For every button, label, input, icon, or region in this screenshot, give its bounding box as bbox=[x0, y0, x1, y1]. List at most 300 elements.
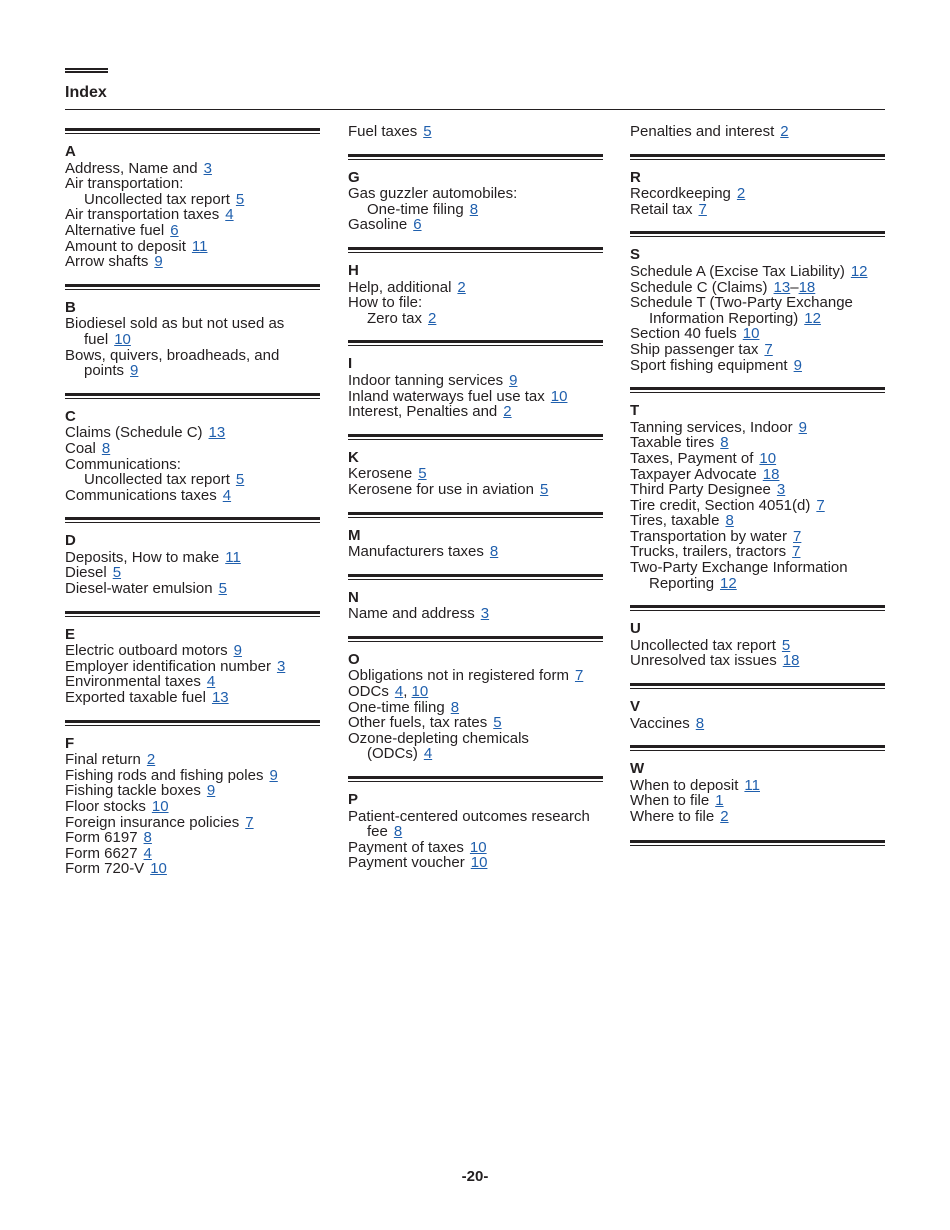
index-entry bbox=[630, 498, 885, 514]
page-link[interactable]: 2 bbox=[720, 808, 729, 825]
index-entry bbox=[630, 778, 885, 794]
index-section-continued bbox=[630, 124, 885, 140]
page-link[interactable]: 10 bbox=[550, 387, 568, 405]
page-link[interactable]: 10 bbox=[470, 854, 488, 872]
section-divider bbox=[348, 574, 603, 580]
index-section-v bbox=[630, 669, 885, 731]
index-entry bbox=[348, 482, 603, 498]
entry-label: Amount to deposit bbox=[65, 237, 186, 255]
index-entry bbox=[65, 488, 320, 504]
page-link[interactable]: 5 bbox=[539, 480, 549, 498]
page-link[interactable]: 8 bbox=[450, 698, 460, 716]
entry-label: Exported taxable fuel bbox=[65, 689, 206, 707]
entry-label: Patient-centered outcomes research bbox=[348, 807, 590, 825]
index-entry bbox=[65, 550, 320, 566]
page-link[interactable]: 5 bbox=[493, 714, 502, 732]
index-entry bbox=[630, 716, 885, 732]
page-link[interactable]: 9 bbox=[798, 418, 807, 436]
page-link[interactable]: 8 bbox=[720, 434, 729, 452]
page-link[interactable]: 9 bbox=[154, 253, 163, 271]
index-entry bbox=[630, 638, 885, 654]
entry-label: Penalties and interest bbox=[630, 123, 775, 140]
header-rule bbox=[65, 68, 108, 73]
page-link[interactable]: 7 bbox=[793, 527, 802, 545]
page-link[interactable]: 4 bbox=[143, 844, 152, 862]
page-link[interactable]: 11 bbox=[191, 237, 208, 255]
entry-label: Indoor tanning services bbox=[348, 371, 504, 389]
index-entry bbox=[348, 373, 603, 389]
page-link[interactable]: 5 bbox=[235, 471, 245, 489]
entry-label: Environmental taxes bbox=[65, 673, 201, 691]
index-entry bbox=[630, 202, 885, 218]
section-divider bbox=[65, 720, 320, 726]
section-divider bbox=[630, 154, 885, 160]
index-section-c bbox=[65, 379, 320, 504]
page-link[interactable]: 9 bbox=[206, 782, 216, 800]
index-entry bbox=[65, 565, 320, 581]
page-link[interactable]: 10 bbox=[150, 860, 167, 878]
index-section-w bbox=[630, 731, 885, 824]
index-column-2 bbox=[348, 124, 603, 871]
page-number: -20- bbox=[461, 1168, 489, 1185]
index-entry bbox=[65, 674, 320, 690]
section-divider bbox=[630, 231, 885, 237]
entry-label: Uncollected tax report bbox=[84, 190, 230, 208]
index-subentry bbox=[348, 311, 603, 327]
page-link[interactable]: 18 bbox=[782, 652, 800, 670]
entry-label: Tire credit, Section 4051(d) bbox=[630, 496, 811, 514]
index-section-t bbox=[630, 373, 885, 591]
index-subentry bbox=[65, 363, 320, 379]
section-letter: W bbox=[630, 760, 645, 778]
entry-label: (ODCs) bbox=[367, 745, 418, 763]
page-link[interactable]: 8 bbox=[469, 200, 479, 218]
page-link[interactable]: 9 bbox=[233, 642, 242, 660]
entry-label: When to file bbox=[630, 792, 710, 810]
index-section-continued bbox=[348, 124, 603, 140]
page-link[interactable]: 8 bbox=[143, 829, 152, 847]
section-letter: N bbox=[348, 588, 359, 606]
index-subentry bbox=[348, 824, 603, 840]
index-entry bbox=[65, 830, 320, 846]
index-section-r bbox=[630, 140, 885, 218]
index-entry bbox=[65, 457, 320, 473]
section-letter: T bbox=[630, 402, 640, 420]
page-link[interactable]: 12 bbox=[850, 262, 868, 280]
index-entry bbox=[630, 482, 885, 498]
page-link[interactable]: 1 bbox=[715, 792, 724, 810]
entry-label: Foreign insurance policies bbox=[65, 813, 240, 831]
index-entry bbox=[65, 581, 320, 597]
entry-label: Taxpayer Advocate bbox=[630, 465, 757, 483]
entry-label: Coal bbox=[65, 439, 96, 457]
entry-label: Form 720-V bbox=[65, 860, 145, 878]
page-link[interactable]: 4 bbox=[394, 683, 404, 701]
page-link[interactable]: 2 bbox=[457, 278, 466, 296]
index-entry bbox=[630, 544, 885, 560]
section-letter: K bbox=[348, 448, 359, 466]
index-entry bbox=[65, 254, 320, 270]
index-entry bbox=[348, 606, 603, 622]
section-letter: D bbox=[65, 532, 76, 550]
index-entry bbox=[630, 467, 885, 483]
entry-label: Section 40 fuels bbox=[630, 325, 737, 343]
page-link[interactable]: 10 bbox=[742, 325, 760, 343]
entry-label: Unresolved tax issues bbox=[630, 652, 777, 670]
entry-label: Vaccines bbox=[630, 714, 690, 732]
entry-label: Claims (Schedule C) bbox=[65, 424, 203, 442]
page-link[interactable]: 3 bbox=[776, 481, 786, 499]
index-entry bbox=[348, 124, 603, 140]
page-link[interactable]: 2 bbox=[503, 403, 512, 421]
entry-label: Interest, Penalties and bbox=[348, 403, 498, 421]
section-divider bbox=[630, 387, 885, 393]
page-link[interactable]: 4 bbox=[206, 673, 216, 691]
entry-label: Information Reporting) bbox=[649, 309, 799, 327]
index-section-p bbox=[348, 762, 603, 871]
section-letter: A bbox=[65, 143, 76, 160]
page-link[interactable]: 5 bbox=[218, 580, 227, 598]
page-link[interactable]: 2 bbox=[736, 185, 746, 203]
entry-label: Payment of taxes bbox=[348, 838, 464, 856]
index-entry bbox=[348, 809, 603, 825]
page-link[interactable]: 2 bbox=[428, 309, 437, 327]
page-link[interactable]: 10 bbox=[151, 798, 169, 815]
index-entry bbox=[65, 768, 320, 784]
entry-label: Obligations not in registered form bbox=[348, 667, 569, 685]
index-entry bbox=[348, 295, 603, 311]
section-divider bbox=[348, 247, 603, 253]
index-entry bbox=[630, 420, 885, 436]
page-link[interactable]: 9 bbox=[793, 356, 802, 374]
index-section-e bbox=[65, 597, 320, 706]
section-divider bbox=[348, 776, 603, 782]
entry-label: Arrow shafts bbox=[65, 253, 149, 271]
entry-label: points bbox=[84, 362, 125, 380]
index-entry bbox=[630, 186, 885, 202]
index-section-i bbox=[348, 326, 603, 419]
page-link[interactable]: 7 bbox=[816, 496, 825, 514]
index-entry bbox=[348, 389, 603, 405]
index-subentry bbox=[65, 472, 320, 488]
entry-label: Form 6197 bbox=[65, 829, 138, 847]
page-link[interactable]: 4 bbox=[222, 486, 232, 504]
entry-label: Schedule C (Claims) bbox=[630, 278, 768, 296]
index-entry bbox=[630, 451, 885, 467]
index-column-1 bbox=[65, 124, 320, 877]
section-letter: C bbox=[65, 407, 76, 425]
entry-label: Manufacturers taxes bbox=[348, 543, 484, 561]
page-link[interactable]: 6 bbox=[170, 221, 179, 239]
index-entry bbox=[65, 441, 320, 457]
entry-label: fuel bbox=[84, 330, 109, 348]
page-link[interactable]: 5 bbox=[418, 465, 427, 483]
entry-label: Ship passenger tax bbox=[630, 340, 759, 358]
page-link[interactable]: 5 bbox=[781, 636, 791, 654]
index-entry bbox=[348, 700, 603, 716]
page-link[interactable]: 12 bbox=[804, 309, 821, 327]
index-section-h bbox=[348, 233, 603, 326]
page-link[interactable]: 8 bbox=[695, 714, 705, 732]
index-entry bbox=[630, 326, 885, 342]
section-letter: U bbox=[630, 620, 641, 638]
index-entry bbox=[348, 855, 603, 871]
entry-label: Taxes, Payment of bbox=[630, 449, 754, 467]
page-link[interactable]: 2 bbox=[780, 123, 789, 140]
index-entry bbox=[65, 239, 320, 255]
page-link[interactable]: 9 bbox=[269, 766, 278, 784]
index-entry bbox=[630, 793, 885, 809]
entry-label: Uncollected tax report bbox=[84, 471, 230, 489]
index-entry bbox=[65, 659, 320, 675]
page-link[interactable]: 12 bbox=[720, 574, 737, 592]
entry-label: One-time filing bbox=[367, 200, 464, 218]
index-entry bbox=[348, 668, 603, 684]
entry-label: fee bbox=[367, 823, 388, 841]
entry-label: Recordkeeping bbox=[630, 185, 731, 203]
section-divider bbox=[65, 611, 320, 617]
index-entry bbox=[348, 217, 603, 233]
index-entry bbox=[65, 861, 320, 877]
entry-label: Communications taxes bbox=[65, 486, 217, 504]
index-entry bbox=[630, 809, 885, 825]
entry-label: Employer identification number bbox=[65, 657, 271, 675]
page-link[interactable]: 7 bbox=[698, 200, 707, 218]
page-link[interactable]: 5 bbox=[423, 123, 432, 140]
entry-label: Other fuels, tax rates bbox=[348, 714, 488, 732]
section-letter: I bbox=[348, 355, 353, 373]
section-letter: G bbox=[348, 168, 360, 186]
entry-label: Reporting bbox=[649, 574, 715, 592]
index-entry bbox=[348, 466, 603, 482]
page-separator: – bbox=[790, 278, 799, 296]
page-link[interactable]: 18 bbox=[798, 278, 816, 296]
index-section-b bbox=[65, 270, 320, 379]
index-entry bbox=[348, 544, 603, 560]
section-divider bbox=[348, 340, 603, 346]
index-section-m bbox=[348, 498, 603, 560]
page-link[interactable]: 4 bbox=[423, 745, 433, 763]
entry-label: Deposits, How to make bbox=[65, 548, 220, 566]
page-link[interactable]: 3 bbox=[203, 159, 212, 177]
entry-label: Payment voucher bbox=[348, 854, 465, 872]
index-entry bbox=[65, 752, 320, 768]
index-entry bbox=[630, 529, 885, 545]
page-link[interactable]: 10 bbox=[469, 838, 487, 856]
index-subentry bbox=[65, 192, 320, 208]
page-link[interactable]: 10 bbox=[411, 683, 429, 701]
page-link[interactable]: 9 bbox=[130, 362, 139, 380]
page-link[interactable]: 11 bbox=[225, 548, 241, 566]
page-link[interactable]: 13 bbox=[211, 689, 229, 707]
section-letter: O bbox=[348, 650, 360, 668]
index-entry bbox=[65, 425, 320, 441]
entry-label: Fishing rods and fishing poles bbox=[65, 766, 264, 784]
page-link[interactable]: 3 bbox=[276, 657, 286, 675]
entry-label: Form 6627 bbox=[65, 844, 138, 862]
section-letter: P bbox=[348, 791, 359, 809]
page-title: Index bbox=[65, 84, 107, 101]
page-link[interactable]: 2 bbox=[146, 751, 156, 769]
section-divider bbox=[348, 636, 603, 642]
page-link[interactable]: 5 bbox=[235, 190, 245, 208]
entry-label: ODCs bbox=[348, 683, 389, 701]
index-subentry bbox=[348, 746, 603, 762]
page-link[interactable]: 3 bbox=[480, 605, 490, 623]
page-link[interactable]: 18 bbox=[762, 465, 780, 483]
entry-label: Bows, quivers, broadheads, and bbox=[65, 346, 280, 364]
index-entry bbox=[65, 783, 320, 799]
entry-label: Zero tax bbox=[367, 309, 423, 327]
entry-label: Gas guzzler automobiles: bbox=[348, 185, 518, 203]
entry-label: Electric outboard motors bbox=[65, 642, 228, 660]
index-section-k bbox=[348, 420, 603, 498]
index-subentry bbox=[630, 576, 885, 592]
index-section-d bbox=[65, 503, 320, 596]
index-entry bbox=[65, 316, 320, 332]
index-entry bbox=[65, 643, 320, 659]
section-divider bbox=[65, 393, 320, 399]
entry-label: Taxable tires bbox=[630, 434, 715, 452]
page-separator: , bbox=[403, 683, 412, 701]
index-entry bbox=[348, 404, 603, 420]
index-entry bbox=[630, 560, 885, 576]
entry-label: Air transportation taxes bbox=[65, 206, 220, 224]
entry-label: One-time filing bbox=[348, 698, 445, 716]
entry-label: Diesel bbox=[65, 564, 107, 582]
entry-label: Help, additional bbox=[348, 278, 452, 296]
section-divider bbox=[348, 434, 603, 440]
index-entry bbox=[348, 715, 603, 731]
entry-label: Tires, taxable bbox=[630, 512, 720, 530]
index-subentry bbox=[630, 311, 885, 327]
entry-label: Floor stocks bbox=[65, 798, 146, 815]
index-entry bbox=[65, 207, 320, 223]
index-section-f bbox=[65, 706, 320, 877]
section-letter: H bbox=[348, 261, 359, 279]
index-entry bbox=[348, 684, 603, 700]
index-section-s bbox=[630, 217, 885, 373]
section-letter: M bbox=[348, 526, 361, 544]
entry-label: Fishing tackle boxes bbox=[65, 782, 201, 800]
entry-label: Two-Party Exchange Information bbox=[630, 559, 848, 577]
entry-label: Uncollected tax report bbox=[630, 636, 776, 654]
entry-label: When to deposit bbox=[630, 776, 739, 794]
page-link[interactable]: 7 bbox=[574, 667, 584, 685]
page-link[interactable]: 6 bbox=[413, 216, 422, 234]
page-link[interactable]: 7 bbox=[792, 543, 801, 561]
page-link[interactable]: 4 bbox=[225, 206, 234, 224]
entry-label: Communications: bbox=[65, 455, 181, 473]
index-entry bbox=[348, 840, 603, 856]
index-entry bbox=[65, 161, 320, 177]
page-link[interactable]: 8 bbox=[489, 543, 499, 561]
title-rule bbox=[65, 109, 885, 110]
page-link[interactable]: 13 bbox=[773, 278, 791, 296]
section-divider bbox=[348, 512, 603, 518]
entry-label: Retail tax bbox=[630, 200, 693, 218]
section-divider bbox=[348, 154, 603, 160]
entry-label: Third Party Designee bbox=[630, 481, 771, 499]
page-link[interactable]: 8 bbox=[725, 512, 734, 530]
entry-label: Where to file bbox=[630, 808, 715, 825]
entry-label: Address, Name and bbox=[65, 159, 198, 177]
index-entry bbox=[630, 264, 885, 280]
index-entry bbox=[65, 176, 320, 192]
section-divider bbox=[630, 683, 885, 689]
section-letter: F bbox=[65, 734, 75, 752]
index-entry bbox=[65, 690, 320, 706]
entry-label: Schedule A (Excise Tax Liability) bbox=[630, 262, 845, 280]
index-entry bbox=[630, 295, 885, 311]
page-link[interactable]: 10 bbox=[114, 330, 131, 348]
index-entry bbox=[348, 186, 603, 202]
page-link[interactable]: 7 bbox=[245, 813, 254, 831]
entry-label: Trucks, trailers, tractors bbox=[630, 543, 787, 561]
index-section-n bbox=[348, 560, 603, 622]
index-entry bbox=[630, 342, 885, 358]
section-letter: S bbox=[630, 246, 641, 264]
page-link[interactable]: 8 bbox=[101, 439, 111, 457]
entry-label: Alternative fuel bbox=[65, 221, 165, 239]
page-link[interactable]: 8 bbox=[393, 823, 403, 841]
entry-label: Kerosene bbox=[348, 465, 413, 483]
page-link[interactable]: 5 bbox=[112, 564, 122, 582]
index-subentry bbox=[65, 332, 320, 348]
entry-label: Gasoline bbox=[348, 216, 408, 234]
entry-label: Schedule T (Two-Party Exchange bbox=[630, 294, 853, 312]
section-letter: V bbox=[630, 698, 641, 716]
section-divider bbox=[630, 840, 885, 846]
index-entry bbox=[630, 653, 885, 669]
page-link[interactable]: 11 bbox=[744, 776, 760, 794]
index-section-u bbox=[630, 591, 885, 669]
index-entry bbox=[65, 815, 320, 831]
entry-label: How to file: bbox=[348, 294, 423, 312]
index-section-g bbox=[348, 140, 603, 233]
section-divider bbox=[65, 517, 320, 523]
page-link[interactable]: 10 bbox=[759, 449, 777, 467]
index-entry bbox=[65, 846, 320, 862]
entry-label: Fuel taxes bbox=[348, 123, 418, 140]
index-entry bbox=[630, 513, 885, 529]
page-link[interactable]: 9 bbox=[509, 371, 518, 389]
index-subentry bbox=[348, 202, 603, 218]
page-link[interactable]: 13 bbox=[208, 424, 226, 442]
index-column-3 bbox=[630, 124, 885, 846]
page-link[interactable]: 7 bbox=[764, 340, 773, 358]
index-entry bbox=[630, 124, 885, 140]
index-entry bbox=[65, 223, 320, 239]
index-entry bbox=[65, 799, 320, 815]
section-letter: R bbox=[630, 168, 641, 186]
entry-label: Tanning services, Indoor bbox=[630, 418, 793, 436]
entry-label: Ozone-depleting chemicals bbox=[348, 729, 529, 747]
index-entry bbox=[630, 435, 885, 451]
entry-label: Kerosene for use in aviation bbox=[348, 480, 534, 498]
index-entry bbox=[630, 280, 885, 296]
index-entry bbox=[65, 348, 320, 364]
entry-label: Transportation by water bbox=[630, 527, 788, 545]
index-entry bbox=[348, 731, 603, 747]
index-section-o bbox=[348, 622, 603, 762]
entry-label: Diesel-water emulsion bbox=[65, 580, 213, 598]
section-letter: E bbox=[65, 625, 76, 643]
section-divider bbox=[65, 128, 320, 134]
entry-label: Name and address bbox=[348, 605, 475, 623]
index-section-a bbox=[65, 124, 320, 270]
section-divider bbox=[630, 745, 885, 751]
